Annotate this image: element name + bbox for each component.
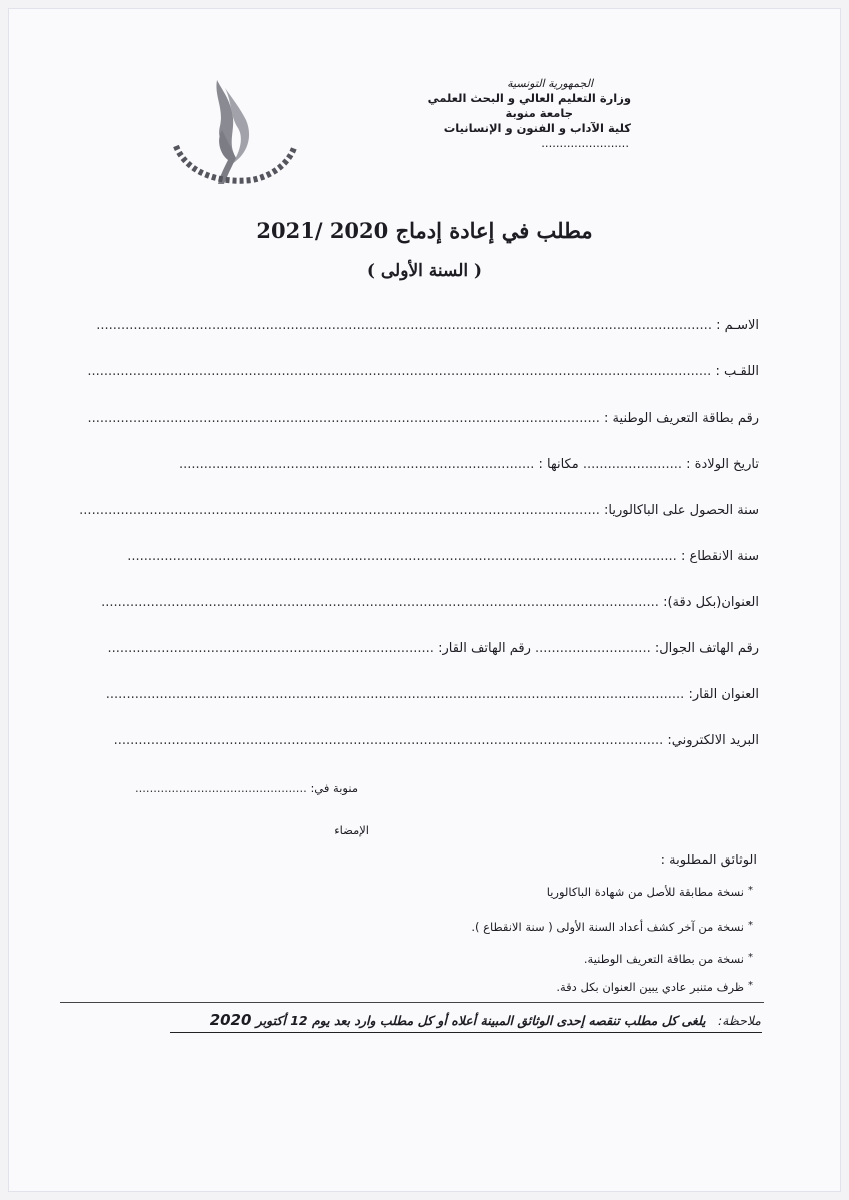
place-date-label: منوبة في: [310, 781, 358, 795]
doc-item: *ظرف متنبر عادي يبين العنوان بكل دقة. [556, 980, 753, 994]
note-year: 2020 [209, 1011, 252, 1029]
field-address[interactable] [69, 595, 759, 617]
form-title: مطلب في إعادة إدماج 2020 /2021 [256, 218, 593, 243]
field-dots-landline[interactable]: ............................................................................... [107, 641, 434, 656]
field-birth-date[interactable] [69, 457, 759, 479]
republic-line: الجمهورية التونسية [507, 77, 593, 90]
institution-header [401, 76, 631, 151]
field-name[interactable] [69, 318, 759, 340]
field-dots[interactable]: ..................................................................................................................................... [127, 549, 677, 564]
asterisk-icon: * [748, 885, 753, 896]
required-docs-title: الوثائق المطلوبة : [660, 853, 757, 868]
asterisk-icon: * [748, 980, 753, 991]
form-subtitle: ( السنة الأولى ) [366, 261, 483, 281]
field-label: الاسـم : [716, 318, 759, 333]
field-dots[interactable]: ....................................................................................................................................... [101, 595, 659, 610]
field-bac-year[interactable] [69, 503, 759, 525]
header-dots: ........................ [541, 136, 629, 150]
field-label: العنوان القار: [688, 687, 759, 702]
doc-item: *نسخة من آخر كشف أعداد السنة الأولى ( سنة الانقطاع ). [471, 920, 753, 934]
field-label: سنة الحصول على الباكالوريا: [604, 503, 759, 518]
field-mobile-phone[interactable] [69, 641, 759, 663]
field-label: تاريخ الولادة : [686, 457, 759, 472]
field-label: العنوان(بكل دقة): [663, 595, 759, 610]
divider [60, 1002, 764, 1003]
deadline-note [210, 1011, 761, 1029]
asterisk-icon: * [748, 920, 753, 931]
field-label: رقم بطاقة التعريف الوطنية : [604, 411, 759, 426]
faculty-line: كلية الآداب و الفنون و الإنسانيات [443, 121, 631, 135]
note-text: يلغى كل مطلب تنقصه إحدى الوثائق المبينة أعلاه أو كل مطلب وارد بعد يوم 12 أكتوبر [255, 1013, 706, 1028]
note-label: ملاحظة: [717, 1013, 761, 1028]
ministry-line: وزارة التعليم العالي و البحث العلمي [427, 91, 631, 105]
doc-item: *نسخة من بطاقة التعريف الوطنية. [583, 952, 753, 966]
field-label: سنة الانقطاع : [680, 549, 759, 564]
field-dots[interactable]: ........................ [582, 457, 683, 472]
field-dots-birthplace[interactable]: ...................................................................................... [178, 457, 535, 472]
field-label: اللقـب : [715, 364, 759, 379]
university-line: جامعة منوبة [505, 106, 573, 120]
field-id-card[interactable] [69, 411, 759, 433]
field-dots[interactable]: ............................................................................................................................................ [105, 687, 685, 702]
field-dots[interactable]: ............................ [535, 641, 651, 656]
field-dots[interactable]: ..................................................................................................................................... [113, 733, 664, 748]
field-label-landline: رقم الهاتف القار: [438, 641, 531, 656]
faculty-logo [162, 68, 302, 188]
field-label-birthplace: مكانها : [538, 457, 579, 472]
field-dots[interactable]: ............................................................................................................................ [87, 411, 600, 426]
note-underline [170, 1032, 762, 1033]
field-label: البريد الالكتروني: [667, 733, 759, 748]
field-dropout-year[interactable] [69, 549, 759, 571]
doc-item: *نسخة مطابقة للأصل من شهادة الباكالوريا [546, 885, 753, 899]
asterisk-icon: * [748, 952, 753, 963]
signature-label: الإمضاء [334, 823, 369, 837]
field-permanent-address[interactable] [69, 687, 759, 709]
field-dots[interactable]: ....................................................................................................................................................... [87, 364, 712, 379]
place-date[interactable] [135, 781, 358, 795]
field-dots[interactable]: ..................................................................................................................................................... [96, 318, 712, 333]
field-label: رقم الهاتف الجوال: [654, 641, 759, 656]
field-surname[interactable] [69, 364, 759, 386]
place-date-dots[interactable]: ............................................... [134, 781, 307, 795]
field-email[interactable] [69, 733, 759, 755]
field-dots[interactable]: .............................................................................................................................. [79, 503, 600, 518]
